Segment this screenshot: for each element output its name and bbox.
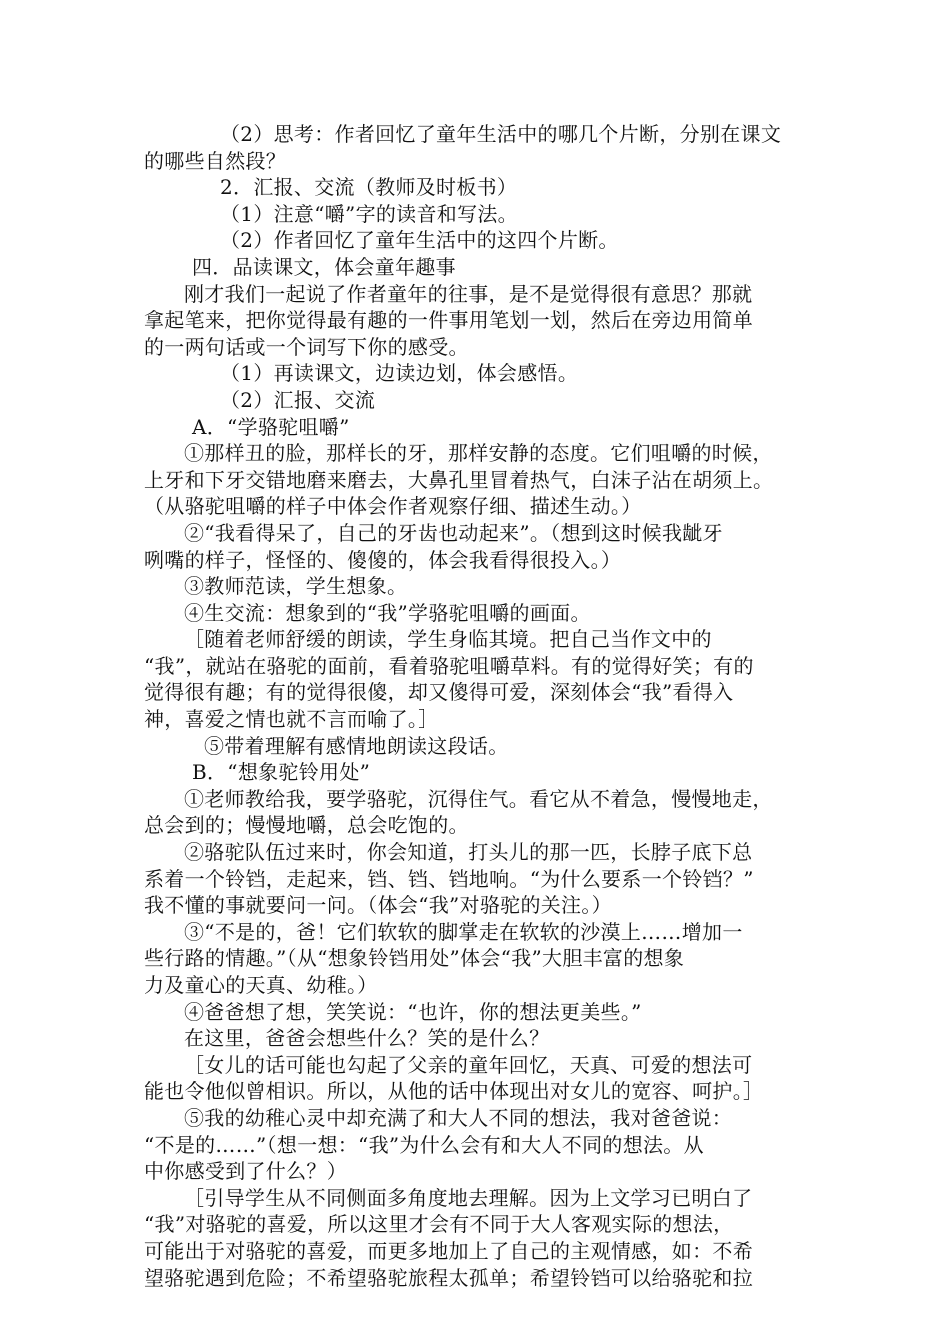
text-line: ④生交流：想象到的“我”学骆驼咀嚼的画面。 [184, 600, 591, 625]
text-line: ③“不是的，爸！它们软软的脚掌走在软软的沙漠上……增加一 [184, 919, 743, 944]
text-line: （2）作者回忆了童年生活中的这四个片断。 [220, 228, 619, 253]
text-line: （1）注意“嚼”字的读音和写法。 [220, 201, 518, 226]
text-line: ［引导学生从不同侧面多角度地去理解。因为上文学习已明白了 [184, 1185, 753, 1210]
text-line: ②“我看得呆了，自己的牙齿也动起来”。（想到这时候我龇牙 [184, 520, 723, 545]
text-line: 望骆驼遇到危险；不希望骆驼旅程太孤单；希望铃铛可以给骆驼和拉 [144, 1265, 753, 1290]
section-heading: 四．品读课文，体会童年趣事 [192, 254, 456, 279]
subsection-heading: B．“想象驼铃用处” [192, 760, 371, 785]
text-line: 神，喜爱之情也就不言而喻了。］ [144, 707, 439, 732]
text-line: 中你感受到了什么？） [144, 1159, 347, 1184]
text-line: 些行路的情趣。”（从“想象铃铛用处”体会“我”大胆丰富的想象 [144, 946, 685, 971]
text-line: 咧嘴的样子，怪怪的、傻傻的，体会我看得很投入。） [144, 547, 622, 572]
text-line: ①那样丑的脸，那样长的牙，那样安静的态度。它们咀嚼的时候， [184, 441, 773, 466]
text-line: （2）汇报、交流 [220, 387, 376, 412]
text-line: （2）思考：作者回忆了童年生活中的哪几个片断，分别在课文 [220, 122, 782, 146]
text-line: 上牙和下牙交错地磨来磨去，大鼻孔里冒着热气，白沫子沾在胡须上。 [144, 467, 774, 492]
text-line: 可能出于对骆驼的喜爱，而更多地加上了自己的主观情感，如：不希 [144, 1238, 753, 1263]
text-line: 总会到的；慢慢地嚼，总会吃饱的。 [144, 813, 469, 838]
subsection-heading: A．“学骆驼咀嚼” [192, 414, 350, 439]
text-line: 刚才我们一起说了作者童年的往事，是不是觉得很有意思？那就 [184, 281, 753, 306]
text-line: ③教师范读，学生想象。 [184, 574, 408, 599]
text-line: （1）再读课文，边读边划，体会感悟。 [220, 361, 579, 386]
text-line: 力及童心的天真、幼稚。） [144, 973, 378, 997]
text-line: 2．汇报、交流（教师及时板书） [220, 175, 518, 200]
text-line: 拿起笔来，把你觉得最有趣的一件事用笔划一划，然后在旁边用简单 [144, 308, 753, 333]
text-line: 的一两句话或一个词写下你的感受。 [144, 334, 469, 359]
text-line: ①老师教给我，要学骆驼，沉得住气。看它从不着急，慢慢地走， [184, 786, 773, 811]
text-line: ②骆驼队伍过来时，你会知道，打头儿的那一匹，长脖子底下总 [184, 840, 753, 865]
text-line: “我”，就站在骆驼的面前，看着骆驼咀嚼草料。有的觉得好笑；有的 [144, 653, 754, 678]
text-line: 觉得很有趣；有的觉得很傻，却又傻得可爱，深刻体会“我”看得入 [144, 680, 734, 705]
text-line: ⑤带着理解有感情地朗读这段话。 [204, 733, 509, 758]
text-line: 能也令他似曾相识。所以，从他的话中体现出对女儿的宽容、呵护。］ [144, 1079, 764, 1104]
text-line: ［随着老师舒缓的朗读，学生身临其境。把自己当作文中的 [184, 627, 712, 652]
text-line: “我”对骆驼的喜爱，所以这里才会有不同于大人客观实际的想法， [144, 1212, 734, 1237]
text-line: （从骆驼咀嚼的样子中体会作者观察仔细、描述生动。） [144, 494, 642, 519]
text-line: 我不懂的事就要问一问。（体会“我”对骆驼的关注。） [144, 893, 612, 918]
text-line: ［女儿的话可能也勾起了父亲的童年回忆，天真、可爱的想法可 [184, 1052, 753, 1077]
text-line: 系着一个铃铛，走起来，铛、铛、铛地响。“为什么要系一个铃铛？” [144, 866, 754, 891]
text-line: 的哪些自然段？ [144, 148, 287, 173]
text-line: 在这里，爸爸会想些什么？笑的是什么？ [184, 1026, 550, 1051]
text-line: ④爸爸想了想，笑笑说：“也许，你的想法更美些。” [184, 999, 642, 1024]
text-line: ⑤我的幼稚心灵中却充满了和大人不同的想法，我对爸爸说： [184, 1105, 733, 1130]
document-body [144, 121, 814, 1291]
text-line: “不是的……”（想一想：“我”为什么会有和大人不同的想法。从 [144, 1132, 704, 1157]
